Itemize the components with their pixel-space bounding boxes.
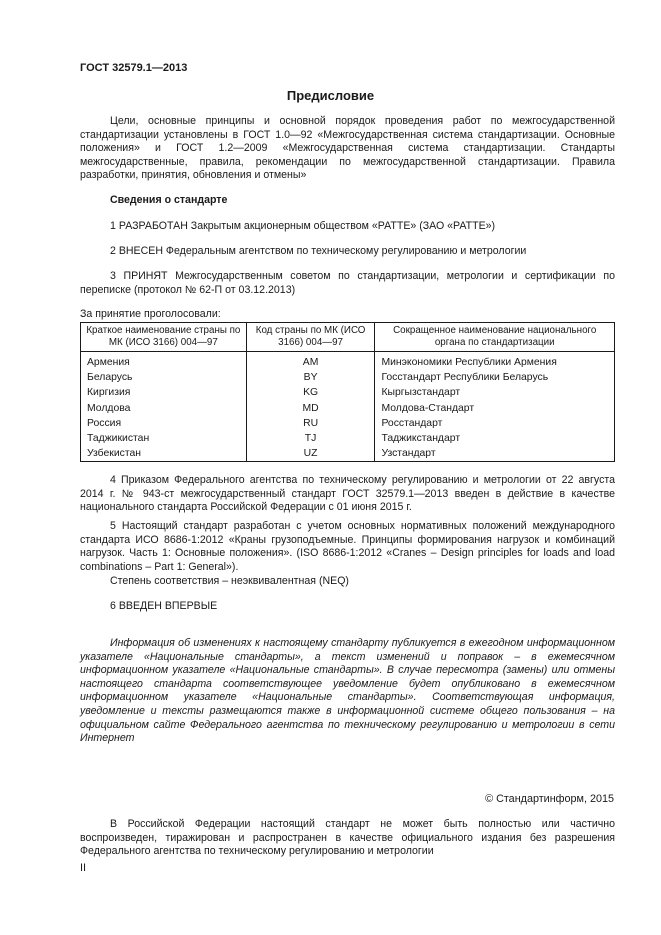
info-heading: Сведения о стандарте — [110, 194, 228, 206]
reproduction-restriction: В Российской Федерации настоящий стандарт не может быть полностью или частично воспроизведен, тиражирован и распространен в качестве официального издания без разрешения Федерального агентства по техническому регулированию и метрологии — [80, 818, 615, 858]
table-row — [81, 431, 615, 446]
standards-body-cell: Таджикстандарт — [375, 431, 615, 446]
country-cell: Таджикистан — [81, 431, 247, 446]
code-cell: BY — [246, 370, 375, 385]
table-row — [81, 385, 615, 400]
voting-countries-table — [80, 322, 615, 462]
standards-body-cell: Минэкономики Республики Армения — [375, 352, 615, 371]
country-cell: Беларусь — [81, 370, 247, 385]
item-3-adopted: 3 ПРИНЯТ Межгосударственным советом по стандартизации, метрологии и сертификации по переписке (протокол № 62-П от 03.12.2013) — [80, 270, 615, 296]
standards-body-cell: Госстандарт Республики Беларусь — [375, 370, 615, 385]
table-row — [81, 352, 615, 371]
code-cell: KG — [246, 385, 375, 400]
code-cell: UZ — [246, 446, 375, 462]
table-row — [81, 416, 615, 431]
country-cell: Россия — [81, 416, 247, 431]
document-header-id: ГОСТ 32579.1—2013 — [80, 62, 188, 74]
table-row — [81, 446, 615, 462]
copyright-notice: © Стандартинформ, 2015 — [485, 793, 614, 805]
page-number: II — [80, 862, 87, 874]
table-row — [81, 370, 615, 385]
code-cell: RU — [246, 416, 375, 431]
code-cell: MD — [246, 401, 375, 416]
voted-label: За принятие проголосовали: — [80, 308, 221, 320]
item-4-order: 4 Приказом Федерального агентства по техническому регулированию и метрологии от 22 августа 2014 г. № 943-ст межгосударственный стандарт ГОСТ 32579.1—2013 введен в действие в качестве национального стандарта Российской Федерации с 01 июня 2015 г. — [80, 474, 615, 514]
standards-body-cell: Росстандарт — [375, 416, 615, 431]
country-cell: Молдова — [81, 401, 247, 416]
changes-notice: Информация об изменениях к настоящему стандарту публикуется в ежегодном информационном указателе «Национальные стандарты», а текст изменений и поправок – в ежемесячном информационном указателе «Национальные стандарты». В случае пересмотра (замены) или отмены настоящего стандарта соответствующее уведомление будет опубликовано в ежемесячном информационном указателе «Национальные стандарты». Соответствующая информация, уведомление и тексты размещаются также в информационной системе общего пользования – на официальном сайте Федерального агентства по техническому регулированию и метрологии в сети Интернет — [80, 637, 615, 745]
standards-body-cell: Молдова-Стандарт — [375, 401, 615, 416]
item-2-introduced: 2 ВНЕСЕН Федеральным агентством по техническому регулированию и метрологии — [110, 245, 527, 257]
standards-body-cell: Кыргызстандарт — [375, 385, 615, 400]
item-5-basis: 5 Настоящий стандарт разработан с учетом основных нормативных положений международного стандарта ИСО 8686-1:2012 «Краны грузоподъемные. Принципы формирования нагрузок и комбинаций нагрузок. Часть 1: Основные положения». (ISO 8686-1:2012 «Cranes – Design principles for loads and load combinations – Part 1: General»). — [80, 520, 615, 573]
country-cell: Узбекистан — [81, 446, 247, 462]
column-header-code: Код страны по МК (ИСО 3166) 004—97 — [246, 323, 375, 352]
column-header-country: Краткое наименование страны по МК (ИСО 3166) 004—97 — [81, 323, 247, 352]
country-cell: Армения — [81, 352, 247, 371]
intro-paragraph: Цели, основные принципы и основной порядок проведения работ по межгосударственной стандартизации установлены в ГОСТ 1.0—92 «Межгосударственная система стандартизации. Основные положения» и ГОСТ 1.2—2009 «Межгосударственная система стандартизации. Стандарты межгосударственные, правила, рекомендации по межгосударственной стандартизации. Правила разработки, принятия, обновления и отмены» — [80, 115, 615, 182]
standards-body-cell: Узстандарт — [375, 446, 615, 462]
country-cell: Киргизия — [81, 385, 247, 400]
table-header-row — [81, 323, 615, 352]
item-1-developed: 1 РАЗРАБОТАН Закрытым акционерным обществом «РАТТЕ» (ЗАО «РАТТЕ») — [110, 220, 496, 232]
code-cell: TJ — [246, 431, 375, 446]
conformity-degree: Степень соответствия – неэквивалентная (NEQ) — [110, 575, 349, 587]
column-header-standards-body: Сокращенное наименование национального органа по стандартизации — [375, 323, 615, 352]
table-row — [81, 401, 615, 416]
code-cell: AM — [246, 352, 375, 371]
page-title: Предисловие — [286, 88, 375, 103]
item-6-first-introduced: 6 ВВЕДЕН ВПЕРВЫЕ — [110, 600, 218, 612]
